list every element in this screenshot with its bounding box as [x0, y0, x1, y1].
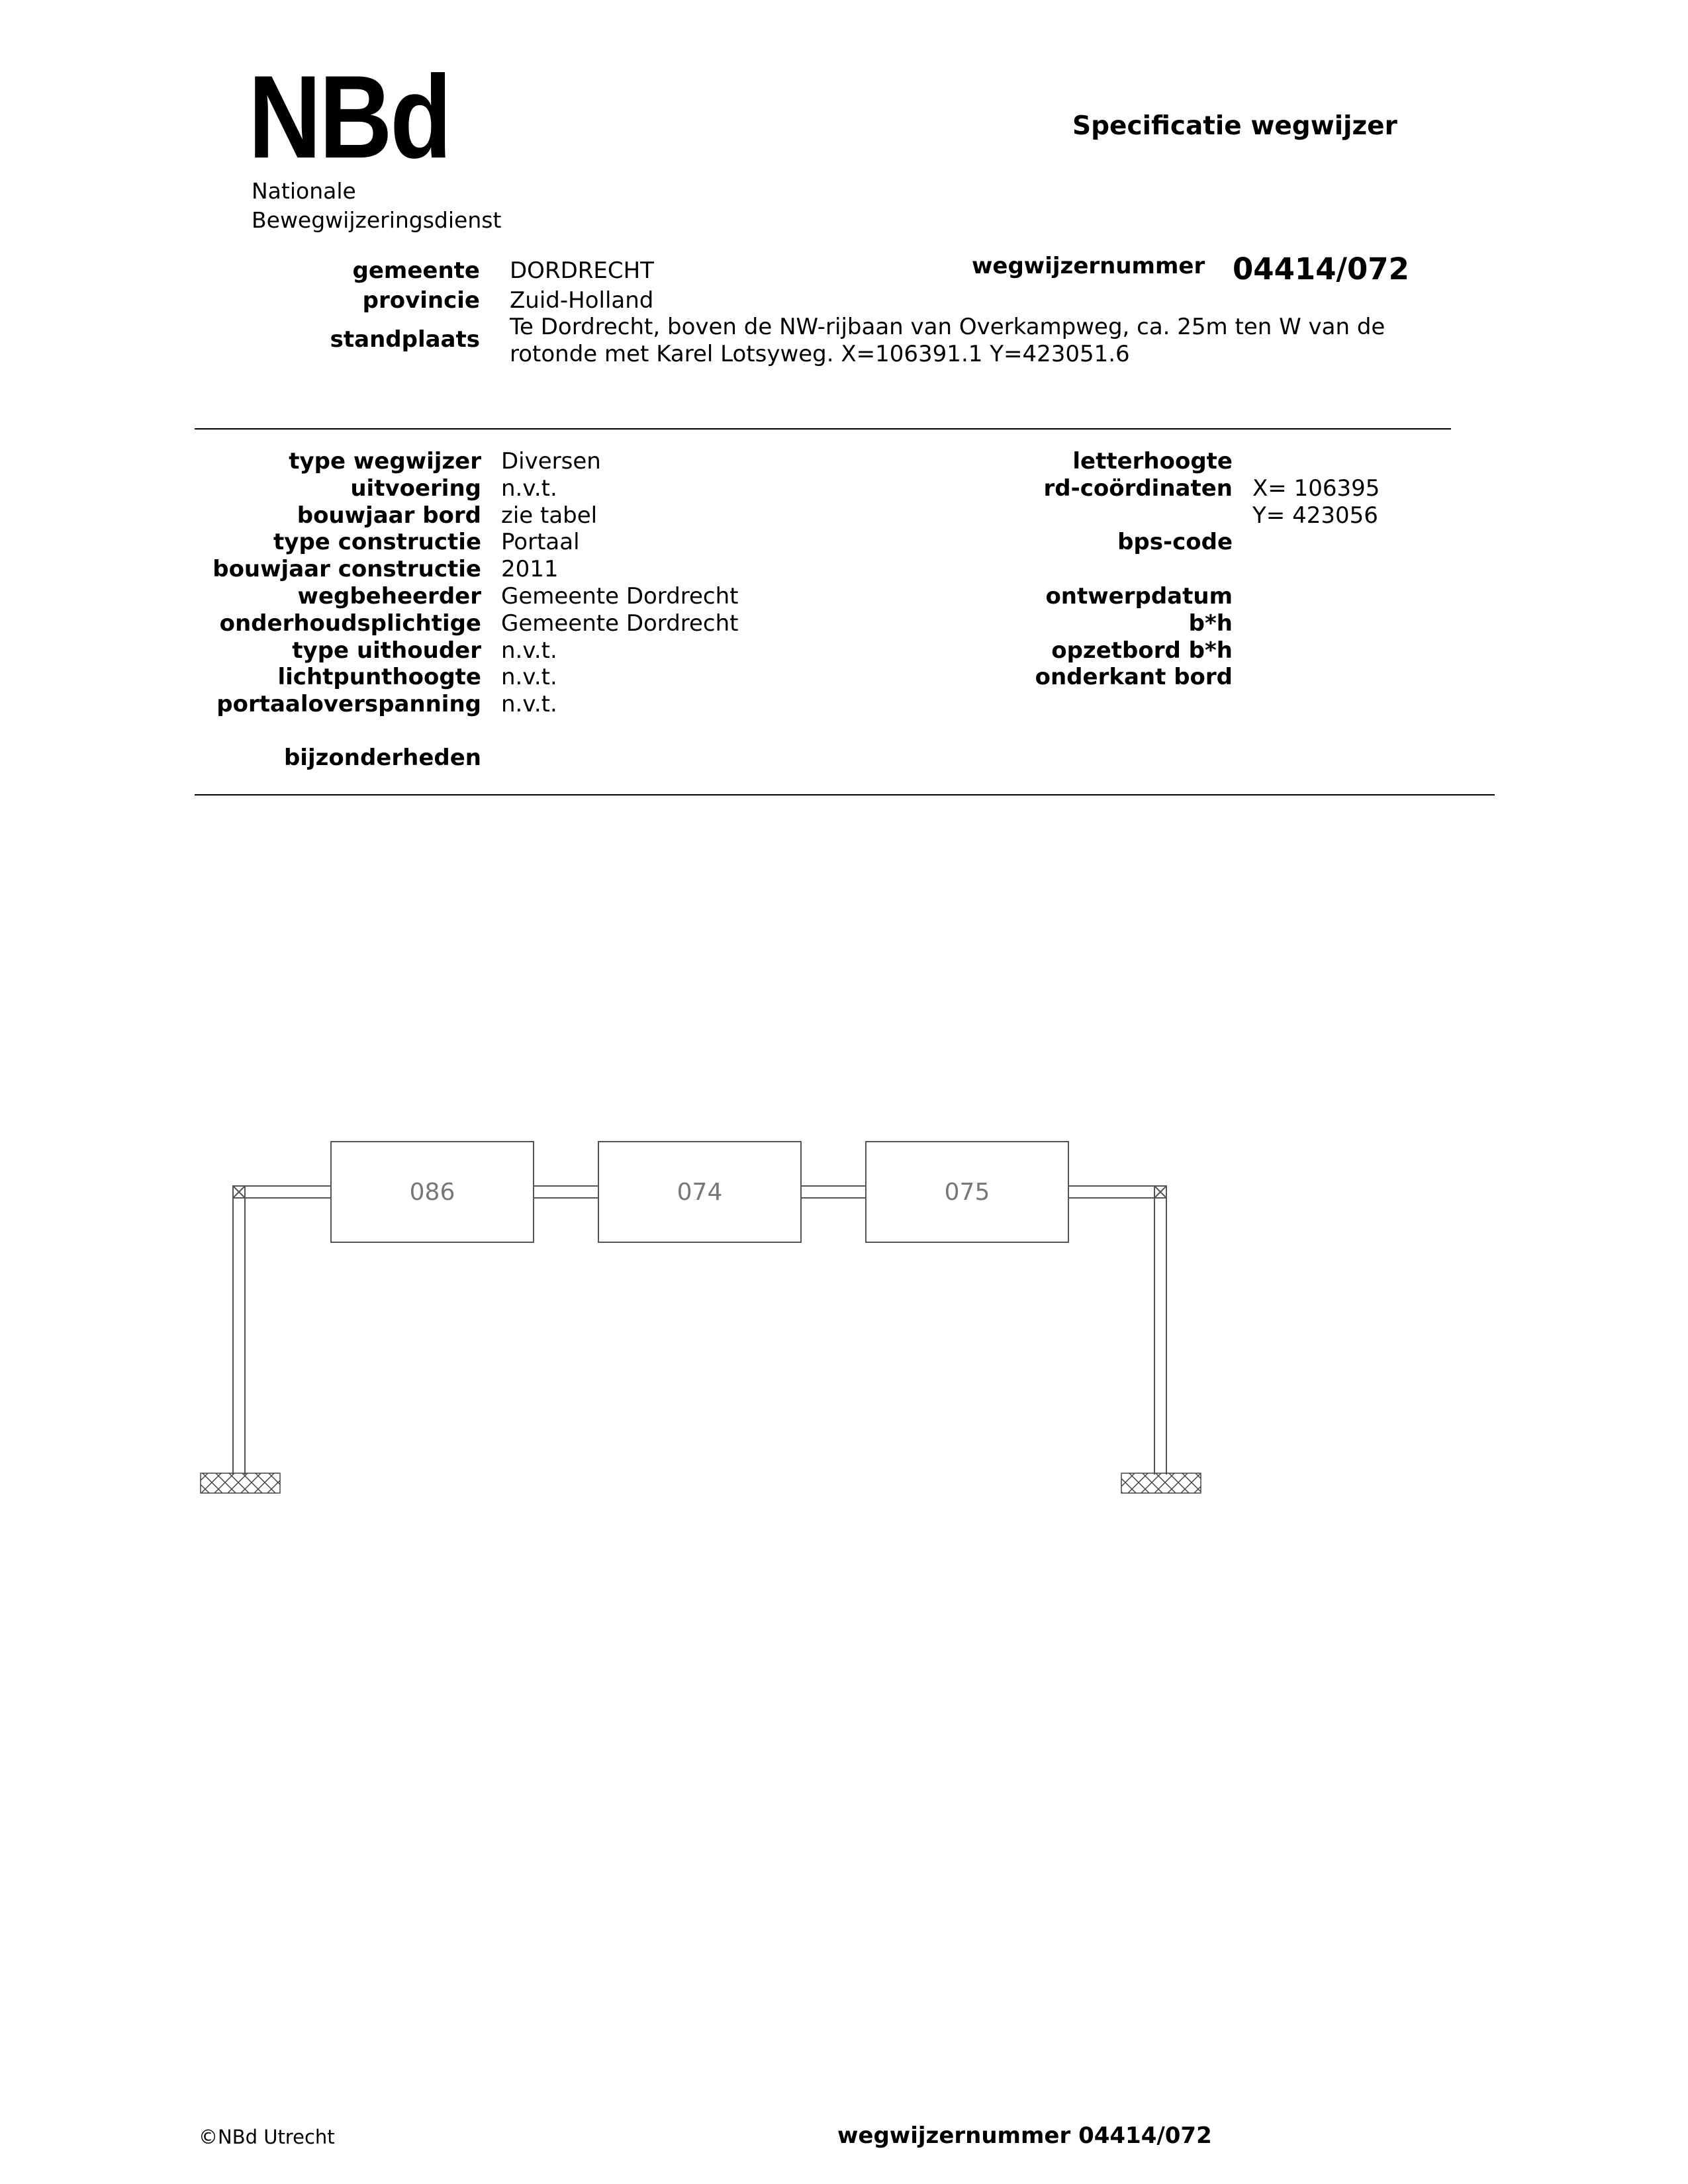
- bouwjaar-bord-value: zie tabel: [501, 502, 598, 529]
- bouwjaar-constructie-value: 2011: [501, 556, 559, 582]
- type-uithouder-label: type uithouder: [292, 637, 481, 664]
- onderhoudsplichtige-label: onderhoudsplichtige: [219, 610, 481, 637]
- rd-y-value: Y= 423056: [1252, 502, 1378, 529]
- type-wegwijzer-label: type wegwijzer: [289, 448, 481, 475]
- sign-label-1: 086: [409, 1179, 455, 1206]
- bps-code-label: bps-code: [1117, 529, 1233, 555]
- type-uithouder-value: n.v.t.: [501, 637, 557, 664]
- document-title: Specificatie wegwijzer: [1072, 111, 1397, 141]
- rd-coordinaten-label: rd-coördinaten: [1043, 475, 1233, 502]
- type-constructie-value: Portaal: [501, 529, 580, 555]
- ontwerpdatum-label: ontwerpdatum: [1045, 583, 1233, 610]
- gemeente-value: DORDRECHT: [510, 257, 654, 284]
- footer-copyright: ©NBd Utrecht: [199, 2126, 335, 2148]
- type-wegwijzer-value: Diversen: [501, 448, 601, 475]
- gemeente-label: gemeente: [352, 257, 480, 284]
- sign-label-3: 075: [944, 1179, 990, 1206]
- bouwjaar-bord-label: bouwjaar bord: [297, 502, 481, 529]
- nbd-logo: NBd: [248, 51, 450, 183]
- logo-subtitle-line1: Nationale: [252, 178, 356, 204]
- wegwijzernummer-label: wegwijzernummer: [972, 253, 1205, 279]
- wegbeheerder-value: Gemeente Dordrecht: [501, 583, 739, 610]
- opzetbord-label: opzetbord b*h: [1051, 637, 1233, 664]
- sign-label-2: 074: [677, 1179, 723, 1206]
- standplaats-label: standplaats: [330, 326, 480, 353]
- right-foundation: [1121, 1473, 1201, 1493]
- portaaloverspanning-label: portaaloverspanning: [216, 691, 481, 717]
- rd-x-value: X= 106395: [1252, 475, 1380, 502]
- wegwijzernummer-value: 04414/072: [1233, 251, 1409, 287]
- provincie-value: Zuid-Holland: [510, 287, 654, 314]
- standplaats-line-2: rotonde met Karel Lotsyweg. X=106391.1 Y=423051.6: [510, 341, 1130, 367]
- lichtpunthoogte-label: lichtpunthoogte: [277, 664, 481, 690]
- left-foundation: [201, 1473, 280, 1493]
- onderkant-bord-label: onderkant bord: [1035, 664, 1233, 690]
- onderhoudsplichtige-value: Gemeente Dordrecht: [501, 610, 739, 637]
- uitvoering-label: uitvoering: [350, 475, 481, 502]
- bouwjaar-constructie-label: bouwjaar constructie: [212, 556, 481, 582]
- lichtpunthoogte-value: n.v.t.: [501, 664, 557, 690]
- provincie-label: provincie: [362, 287, 480, 314]
- bh-label: b*h: [1188, 610, 1233, 637]
- standplaats-line-1: Te Dordrecht, boven de NW-rijbaan van Overkampweg, ca. 25m ten W van de: [510, 314, 1385, 340]
- letterhoogte-label: letterhoogte: [1072, 448, 1233, 475]
- logo-subtitle-line2: Bewegwijzeringsdienst: [252, 207, 502, 233]
- type-constructie-label: type constructie: [273, 529, 481, 555]
- uitvoering-value: n.v.t.: [501, 475, 557, 502]
- footer-number: wegwijzernummer 04414/072: [837, 2122, 1212, 2149]
- portaaloverspanning-value: n.v.t.: [501, 691, 557, 717]
- wegbeheerder-label: wegbeheerder: [297, 583, 481, 610]
- bijzonderheden-label: bijzonderheden: [283, 745, 481, 771]
